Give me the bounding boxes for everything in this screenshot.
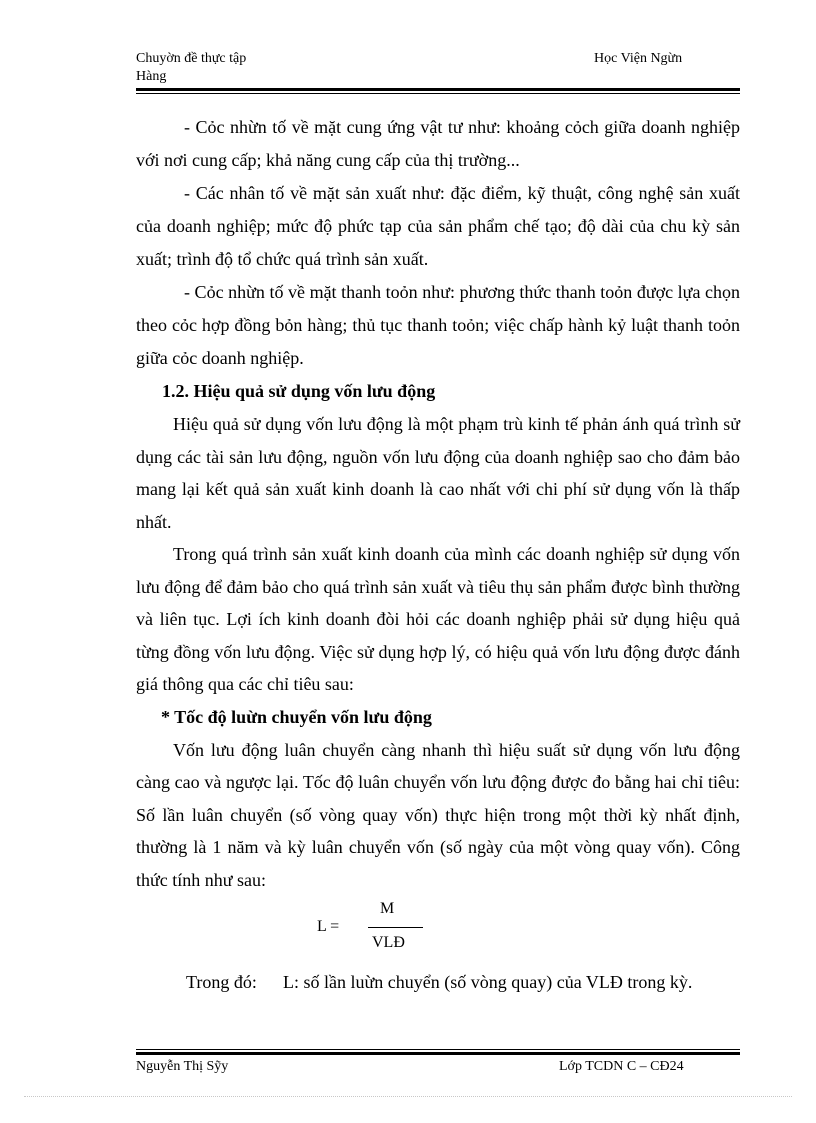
paragraph-efficiency-definition: Hiệu quả sử dụng vốn lưu động là một phạm trù kinh tế phản ánh quá trình sử dụng các tài sản lưu động, nguồn vốn lưu động của doanh nghiệp sao cho đảm bảo mang lại kết quả sản xuất kinh doanh là cao nhất với chi phí sử dụng vốn là thấp nhất. <box>136 414 740 532</box>
header-left-continued: Hàng <box>136 69 167 84</box>
formula-legend-label: Trong đó: <box>186 972 257 992</box>
turnover-formula <box>136 900 740 962</box>
paragraph-supply-factors: - Cỏc nhừn tố về mặt cung ứng vật tư như: khoảng cỏch giữa doanh nghiệp với nơi cung cấp; khả năng cung cấp của thị trường... <box>136 117 740 170</box>
footer-class: Lớp TCDN C – CĐ24 <box>559 1059 684 1074</box>
header-rule-thick <box>136 88 740 91</box>
paragraph-payment-factors: - Cỏc nhừn tố về mặt thanh toỏn như: phương thức thanh toỏn được lựa chọn theo cỏc hợp đồng bỏn hàng; thủ tục thanh toỏn; việc chấp hành kỷ luật thanh toỏn giữa cỏc doanh nghiệp. <box>136 282 740 368</box>
paragraph-production-factors: - Các nhân tố về mặt sản xuất như: đặc điểm, kỹ thuật, công nghệ sản xuất của doanh nghiệp; mức độ phức tạp của sản phẩm chế tạo; độ dài của chu kỳ sản xuất; trình độ tổ chức quá trình sản xuất. <box>136 183 740 269</box>
header-rule-thin <box>136 93 740 94</box>
footer-rule-thick <box>136 1052 740 1055</box>
section-heading-efficiency: 1.2. Hiệu quả sử dụng vốn lưu động <box>162 381 436 401</box>
paragraph-turnover-speed: Vốn lưu động luân chuyển càng nhanh thì hiệu suất sử dụng vốn lưu động càng cao và ngược lại. Tốc độ luân chuyển vốn lưu động được đo bằng hai chỉ tiêu: Số lần luân chuyển (số vòng quay vốn) thực hiện trong một thời kỳ nhất định, thường là 1 năm và kỳ luân chuyển vốn (số ngày của một vòng quay vốn). Công thức tính như sau: <box>136 739 740 890</box>
header-right: Học Viện Ngừn <box>594 51 683 66</box>
formula-legend <box>136 966 740 1000</box>
subsection-heading-turnover: * Tốc độ luừn chuyển vốn lưu động <box>161 706 432 727</box>
document-body <box>136 111 740 1000</box>
formula-legend-text: L: số lần luừn chuyển (số vòng quay) của VLĐ trong kỳ. <box>283 972 693 992</box>
formula-fraction-bar <box>368 927 423 928</box>
formula-lhs: L = <box>317 918 340 935</box>
formula-numerator: M <box>380 900 395 917</box>
header-left: Chuyờn đề thực tập <box>136 51 247 66</box>
paragraph-efficiency-usage: Trong quá trình sản xuất kinh doanh của mình các doanh nghiệp sử dụng vốn lưu động để đảm bảo cho quá trình sản xuất và tiêu thụ sản phẩm được bình thường và liên tục. Lợi ích kinh doanh đòi hỏi các doanh nghiệp phải sử dụng hiệu quả từng đồng vốn lưu động. Việc sử dụng hợp lý, có hiệu quả vốn lưu động được đánh giá thông qua các chỉ tiêu sau: <box>136 544 740 694</box>
formula-denominator: VLĐ <box>372 934 405 951</box>
footer-rule-thin <box>136 1049 740 1050</box>
page-bottom-border <box>24 1096 792 1097</box>
footer-author: Nguyễn Thị Sỹy <box>136 1059 229 1074</box>
